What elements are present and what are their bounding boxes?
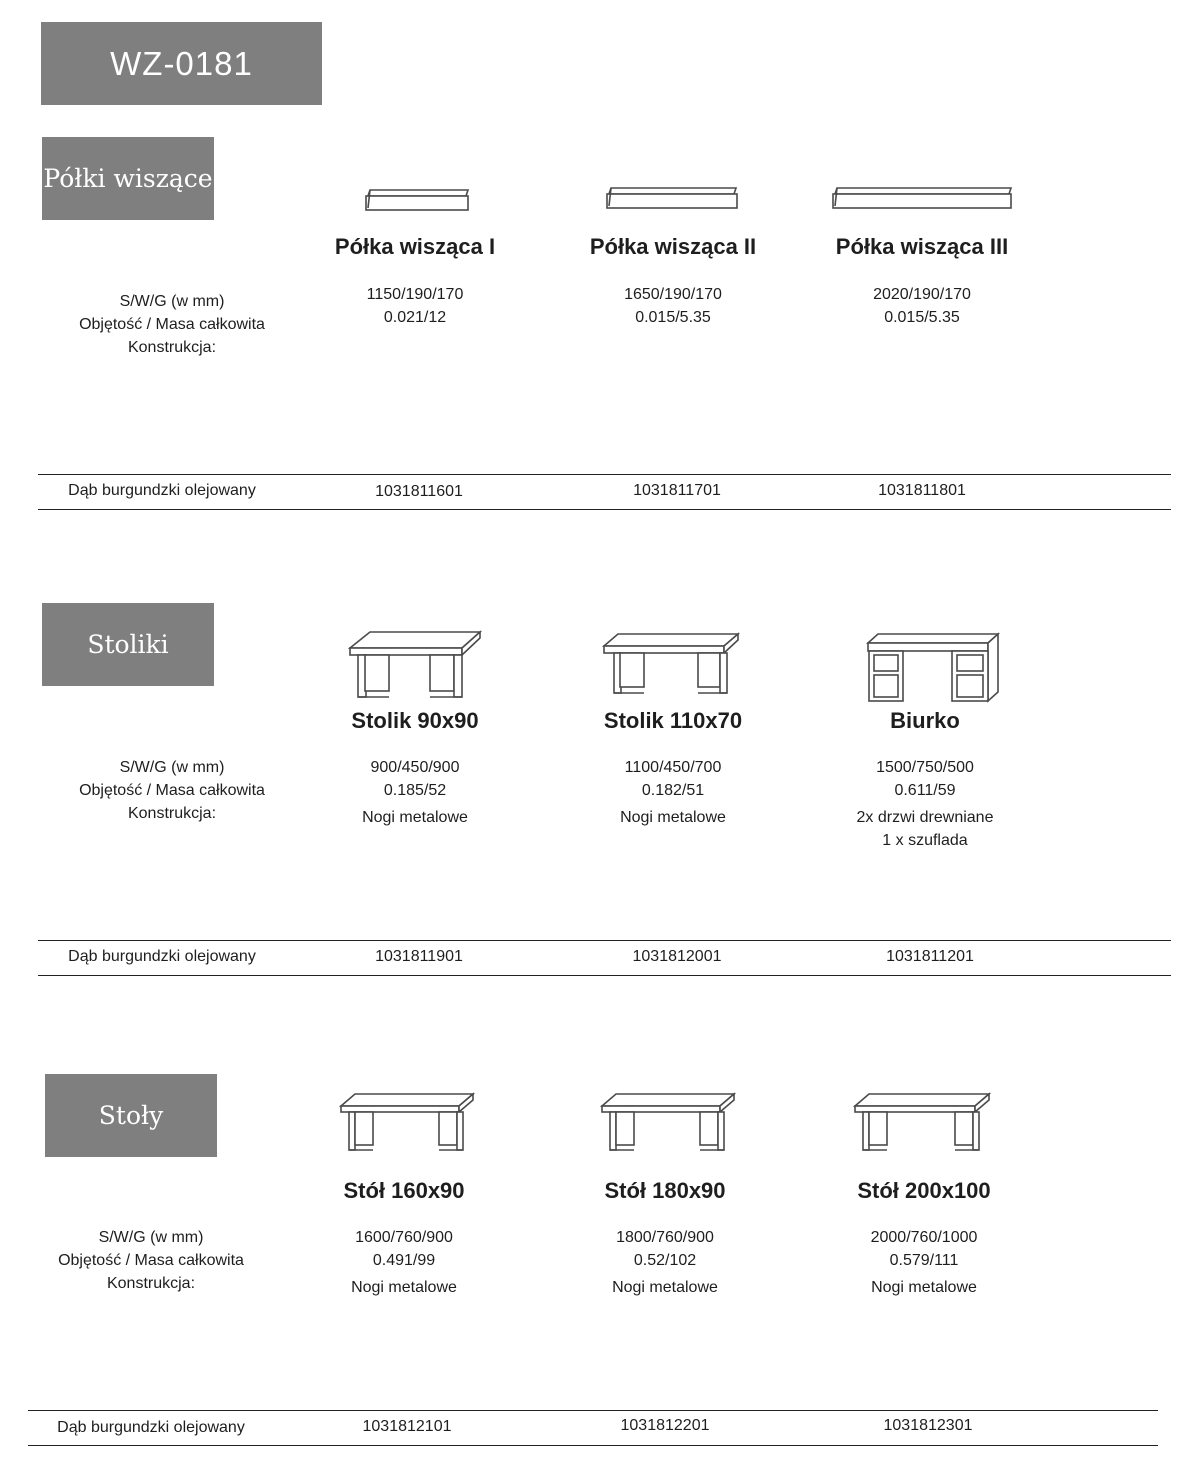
product-name: Półka wisząca III (835, 234, 1009, 259)
product-code: 1031811201 (886, 948, 974, 965)
divider (28, 1445, 1158, 1446)
product-dims: 1500/750/500 (876, 759, 974, 776)
coffee-table-icon (290, 625, 540, 705)
spec-label-dims: S/W/G (w mm) (119, 759, 225, 776)
spec-label-volume-mass: Objętość / Masa całkowita (58, 1252, 244, 1269)
desk-icon (800, 625, 1050, 705)
product-specs (540, 1226, 790, 1299)
product-dims: 1650/190/170 (624, 286, 722, 303)
dining-table-icon (279, 1088, 529, 1158)
product-construction: Nogi metalowe (871, 1279, 977, 1296)
coffee-table-icon (548, 625, 798, 705)
category-title: Stoły (45, 1074, 217, 1157)
product-code: 1031811901 (375, 948, 463, 965)
product-dims: 2000/760/1000 (870, 1229, 978, 1246)
product-volume-mass: 0.182/51 (641, 782, 705, 799)
spec-label-construction: Konstrukcja: (106, 1275, 196, 1292)
divider (38, 509, 1171, 510)
product-volume-mass: 0.015/5.35 (884, 309, 960, 326)
product-name: Biurko (890, 708, 960, 733)
product-code: 1031811801 (878, 482, 966, 499)
spec-label-volume-mass: Objętość / Masa całkowita (79, 782, 265, 799)
spec-label-construction: Konstrukcja: (127, 805, 217, 822)
product-volume-mass: 0.52/102 (633, 1252, 697, 1269)
dining-table-icon (799, 1088, 1049, 1158)
dining-table-icon (540, 1088, 790, 1158)
product-name: Stół 160x90 (343, 1178, 465, 1203)
spec-label-dims: S/W/G (w mm) (119, 293, 225, 310)
product-construction: 1 x szuflada (882, 832, 968, 849)
product-volume-mass: 0.491/99 (372, 1252, 436, 1269)
product-specs (800, 756, 1050, 852)
product-name: Półka wisząca I (334, 234, 496, 259)
product-volume-mass: 0.579/111 (889, 1252, 959, 1269)
product-code: 1031811601 (375, 483, 463, 500)
product-dims: 900/450/900 (370, 759, 460, 776)
product-dims: 2020/190/170 (873, 286, 971, 303)
product-name: Stół 200x100 (857, 1178, 991, 1203)
finish-label: Dąb burgundzki olejowany (68, 482, 256, 499)
product-specs (548, 756, 798, 829)
spec-label-construction: Konstrukcja: (127, 339, 217, 356)
product-construction: Nogi metalowe (620, 809, 726, 826)
product-construction: Nogi metalowe (362, 809, 468, 826)
product-dims: 1150/190/170 (366, 286, 464, 303)
divider (38, 975, 1171, 976)
product-code: 1031811701 (633, 482, 721, 499)
product-specs (799, 1226, 1049, 1299)
product-name: Stolik 90x90 (351, 708, 479, 733)
product-volume-mass: 0.611/59 (894, 782, 956, 799)
product-name: Półka wisząca II (589, 234, 757, 259)
product-volume-mass: 0.185/52 (383, 782, 447, 799)
catalog-code-badge: WZ-0181 (41, 22, 322, 105)
product-code: 1031812001 (632, 948, 722, 965)
product-specs (290, 756, 540, 829)
product-code: 1031812101 (362, 1418, 452, 1435)
product-name: Stolik 110x70 (603, 708, 743, 733)
category-title: Półki wiszące (42, 137, 214, 220)
product-construction: 2x drzwi drewniane (856, 809, 994, 826)
product-dims: 1800/760/900 (616, 1229, 714, 1246)
spec-label-dims: S/W/G (w mm) (98, 1229, 204, 1246)
product-code: 1031812201 (620, 1417, 710, 1434)
product-dims: 1600/760/900 (355, 1229, 453, 1246)
product-name: Stół 180x90 (604, 1178, 726, 1203)
product-specs (279, 1226, 529, 1299)
product-code: 1031812301 (883, 1417, 973, 1434)
divider (38, 940, 1171, 941)
finish-label: Dąb burgundzki olejowany (68, 948, 256, 965)
divider (38, 474, 1171, 475)
spec-labels (42, 756, 302, 825)
product-volume-mass: 0.015/5.35 (635, 309, 711, 326)
product-volume-mass: 0.021/12 (383, 309, 447, 326)
product-construction: Nogi metalowe (612, 1279, 718, 1296)
finish-label: Dąb burgundzki olejowany (57, 1419, 245, 1436)
spec-label-volume-mass: Objętość / Masa całkowita (79, 316, 265, 333)
category-title: Stoliki (42, 603, 214, 686)
spec-labels (21, 1226, 281, 1295)
product-construction: Nogi metalowe (351, 1279, 457, 1296)
product-dims: 1100/450/700 (624, 759, 722, 776)
divider (28, 1410, 1158, 1411)
